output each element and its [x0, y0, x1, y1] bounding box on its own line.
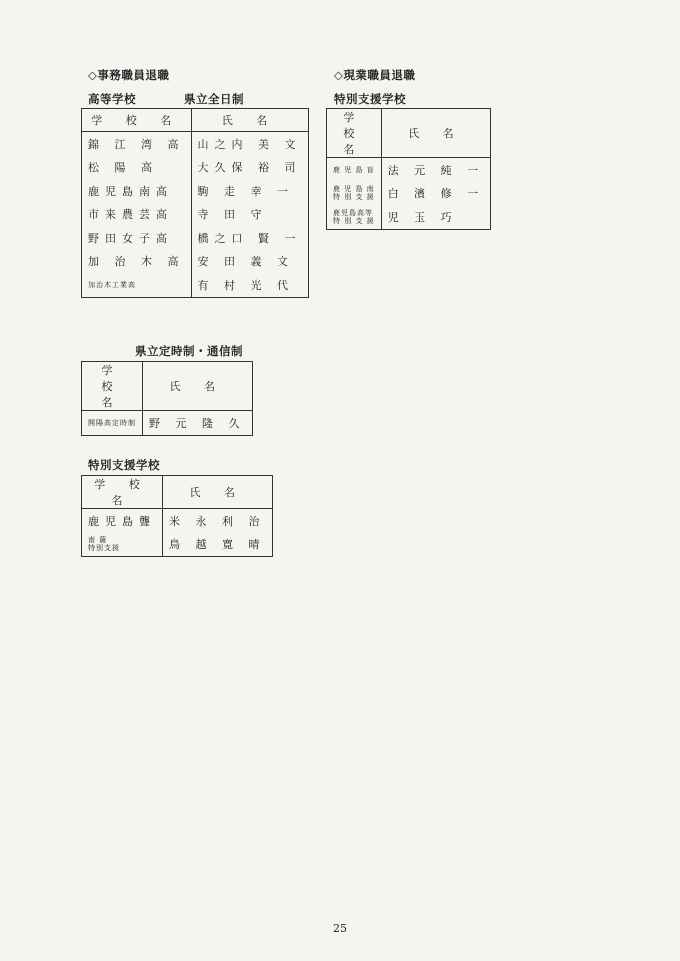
high-school-label: 高等学校: [88, 92, 136, 106]
table-row: [82, 273, 309, 297]
school-cell: 錦 江 湾 高: [88, 137, 185, 151]
school-cell: 鹿 児 島 盲: [333, 165, 375, 174]
clerical-special-table: [81, 475, 273, 557]
school-cell: 加治木工業高: [88, 280, 136, 289]
header-school: 学 校 名: [82, 109, 192, 132]
name-cell: 駒 走 幸 一: [191, 179, 308, 203]
name-cell: 有 村 光 代: [191, 273, 308, 297]
name-cell: 白 濱 修 一: [381, 182, 491, 206]
header-school: 学 校 名: [82, 476, 163, 509]
header-name: 氏 名: [143, 362, 253, 411]
name-cell: 野 元 隆 久: [143, 411, 253, 436]
table-row: [82, 533, 273, 557]
header-school: 学 校 名: [327, 109, 382, 158]
name-cell: 米 永 利 治: [163, 509, 273, 533]
school-cell: 鹿児島南高: [88, 184, 173, 198]
name-cell: 大久保 裕 司: [191, 156, 308, 180]
table-header-row: [327, 109, 491, 158]
school-cell: 野田女子高: [88, 231, 173, 245]
table-header-row: [82, 476, 273, 509]
school-cell: 南 薩 特別支援: [88, 536, 120, 553]
header-name: 氏 名: [191, 109, 308, 132]
section-title-labor: ◇現業職員退職: [334, 68, 416, 82]
table-row: [327, 205, 491, 229]
name-cell: 山之内 美 文: [191, 132, 308, 156]
header-name: 氏 名: [163, 476, 273, 509]
school-cell: 開陽高定時制: [88, 418, 136, 427]
table-header-row: [82, 109, 309, 132]
school-cell: 鹿児島高等 特 別 支 援: [333, 208, 375, 225]
name-cell: 児 玉 巧: [381, 205, 491, 229]
fulltime-label: 県立全日制: [184, 92, 244, 106]
table-row: [82, 250, 309, 274]
special-support-label-right: 特別支援学校: [334, 92, 406, 106]
header-name: 氏 名: [381, 109, 491, 158]
table-row: [82, 226, 309, 250]
name-cell: 法 元 純 一: [381, 158, 491, 182]
name-cell: 鳥 越 寛 晴: [163, 533, 273, 557]
table-row: [82, 156, 309, 180]
page-number: 25: [333, 922, 347, 935]
clerical-fulltime-table: [81, 108, 309, 298]
school-cell: 鹿児島聾: [88, 514, 156, 528]
name-cell: 寺 田 守: [191, 203, 308, 227]
table-row: [327, 182, 491, 206]
school-cell: 市来農芸高: [88, 208, 173, 222]
header-school: 学 校 名: [82, 362, 143, 411]
table-header-row: [82, 362, 253, 411]
table-row: [82, 509, 273, 533]
name-cell: 安 田 義 文: [191, 250, 308, 274]
special-support-label-left: 特別支援学校: [88, 458, 160, 472]
table-row: [82, 132, 309, 156]
table-row: [82, 203, 309, 227]
section-title-clerical: ◇事務職員退職: [88, 68, 170, 82]
parttime-label: 県立定時制・通信制: [135, 344, 243, 358]
clerical-parttime-table: [81, 361, 253, 436]
table-row: [327, 158, 491, 182]
school-cell: 松 陽 高: [88, 161, 158, 175]
labor-special-table: [326, 108, 491, 230]
school-cell: 鹿 児 島 南 特 別 支 援: [333, 185, 375, 202]
school-cell: 加 治 木 高: [88, 255, 185, 269]
name-cell: 橋之口 賢 一: [191, 226, 308, 250]
table-row: [82, 179, 309, 203]
table-row: [82, 411, 253, 436]
